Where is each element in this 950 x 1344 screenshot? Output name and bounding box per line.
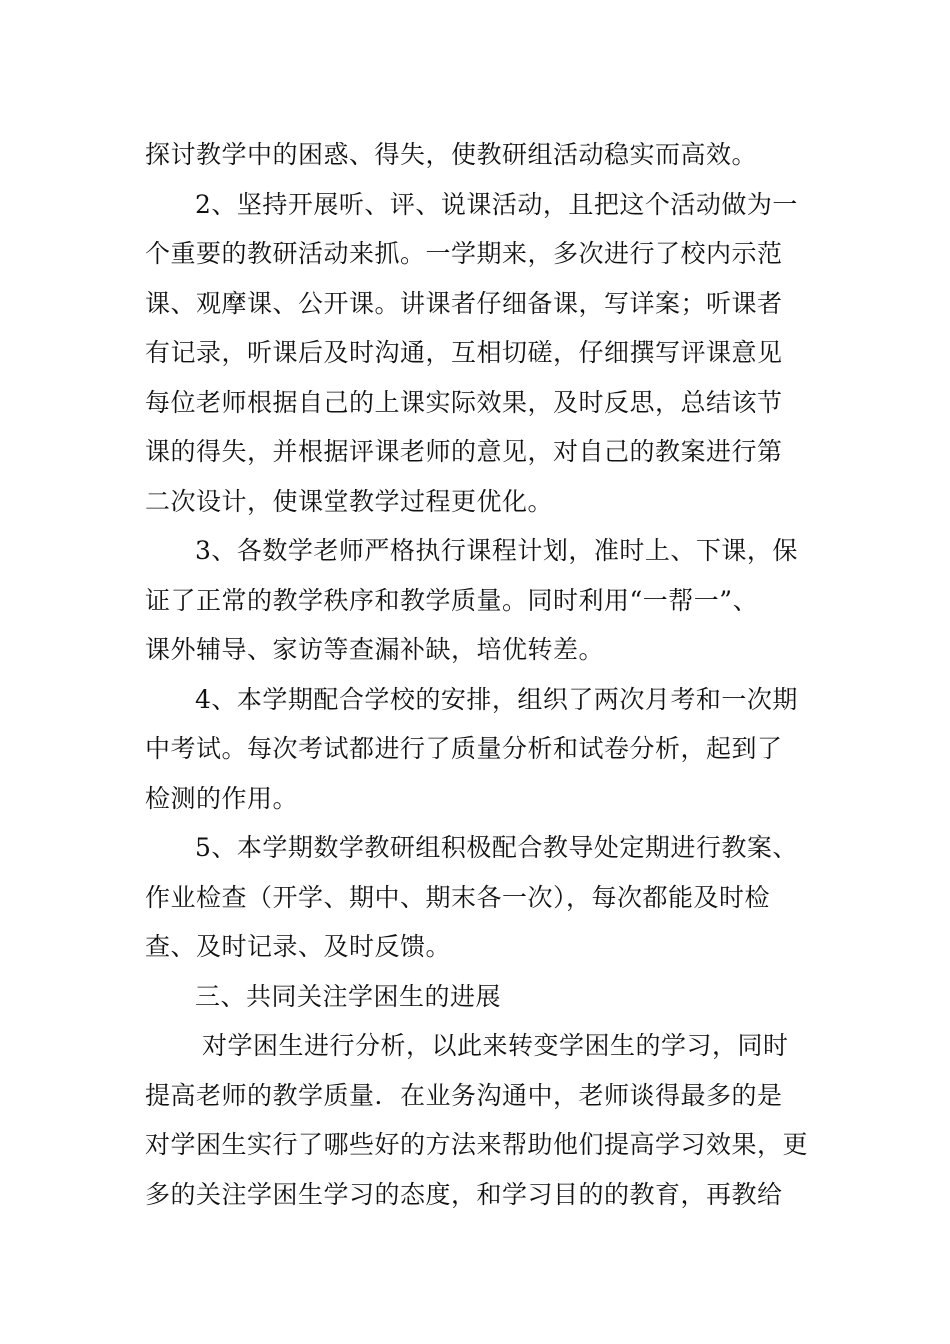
- text-line: 二次设计，使课堂教学过程更优化。: [145, 486, 554, 516]
- text-line: 对学困生实行了哪些好的方法来帮助他们提高学习效果，更: [145, 1130, 809, 1159]
- text-line: 课的得失，并根据评课老师的意见，对自己的教案进行第: [145, 437, 783, 466]
- text-line: 证了正常的教学秩序和教学质量。同时利用“一帮一”、: [145, 585, 759, 615]
- text-line: 探讨教学中的困惑、得失，使教研组活动稳实而高效。: [145, 140, 758, 169]
- text-line: 个重要的教研活动来抓。一学期来，多次进行了校内示范: [145, 239, 783, 268]
- text-line: 有记录，听课后及时沟通，互相切磋，仔细撰写评课意见: [145, 338, 783, 367]
- document-body: [145, 130, 810, 1219]
- text-line: 中考试。每次考试都进行了质量分析和试卷分析，起到了: [145, 734, 783, 763]
- paragraph-4-start: 4、本学期配合学校的安排，组织了两次月考和一次期: [195, 684, 798, 714]
- paragraph-5-start: 5、本学期数学教研组积极配合教导处定期进行教案、: [195, 833, 798, 862]
- text-line: 多的关注学困生学习的态度，和学习目的的教育，再教给: [145, 1179, 783, 1209]
- paragraph-2-start: 2、坚持开展听、评、说课活动，且把这个活动做为一: [195, 189, 798, 219]
- text-line: 查、及时记录、及时反馈。: [145, 932, 452, 961]
- text-line: 课、观摩课、公开课。讲课者仔细备课，写详案；听课者: [145, 288, 783, 318]
- paragraph-3-start: 3、各数学老师严格执行课程计划，准时上、下课，保: [195, 536, 798, 565]
- text-line: 提高老师的教学质量．在业务沟通中，老师谈得最多的是: [145, 1080, 783, 1110]
- text-line: 每位老师根据自己的上课实际效果，及时反思，总结该节: [145, 387, 783, 417]
- text-line: 检测的作用。: [145, 783, 299, 813]
- paragraph-6-start: 对学困生进行分析，以此来转变学困生的学习，同时: [202, 1031, 789, 1060]
- text-line: 课外辅导、家访等查漏补缺，培优转差。: [145, 635, 605, 664]
- text-line: 作业检查（开学、期中、期末各一次），每次都能及时检: [145, 882, 771, 912]
- section-heading: 三、共同关注学困生的进展: [195, 981, 502, 1011]
